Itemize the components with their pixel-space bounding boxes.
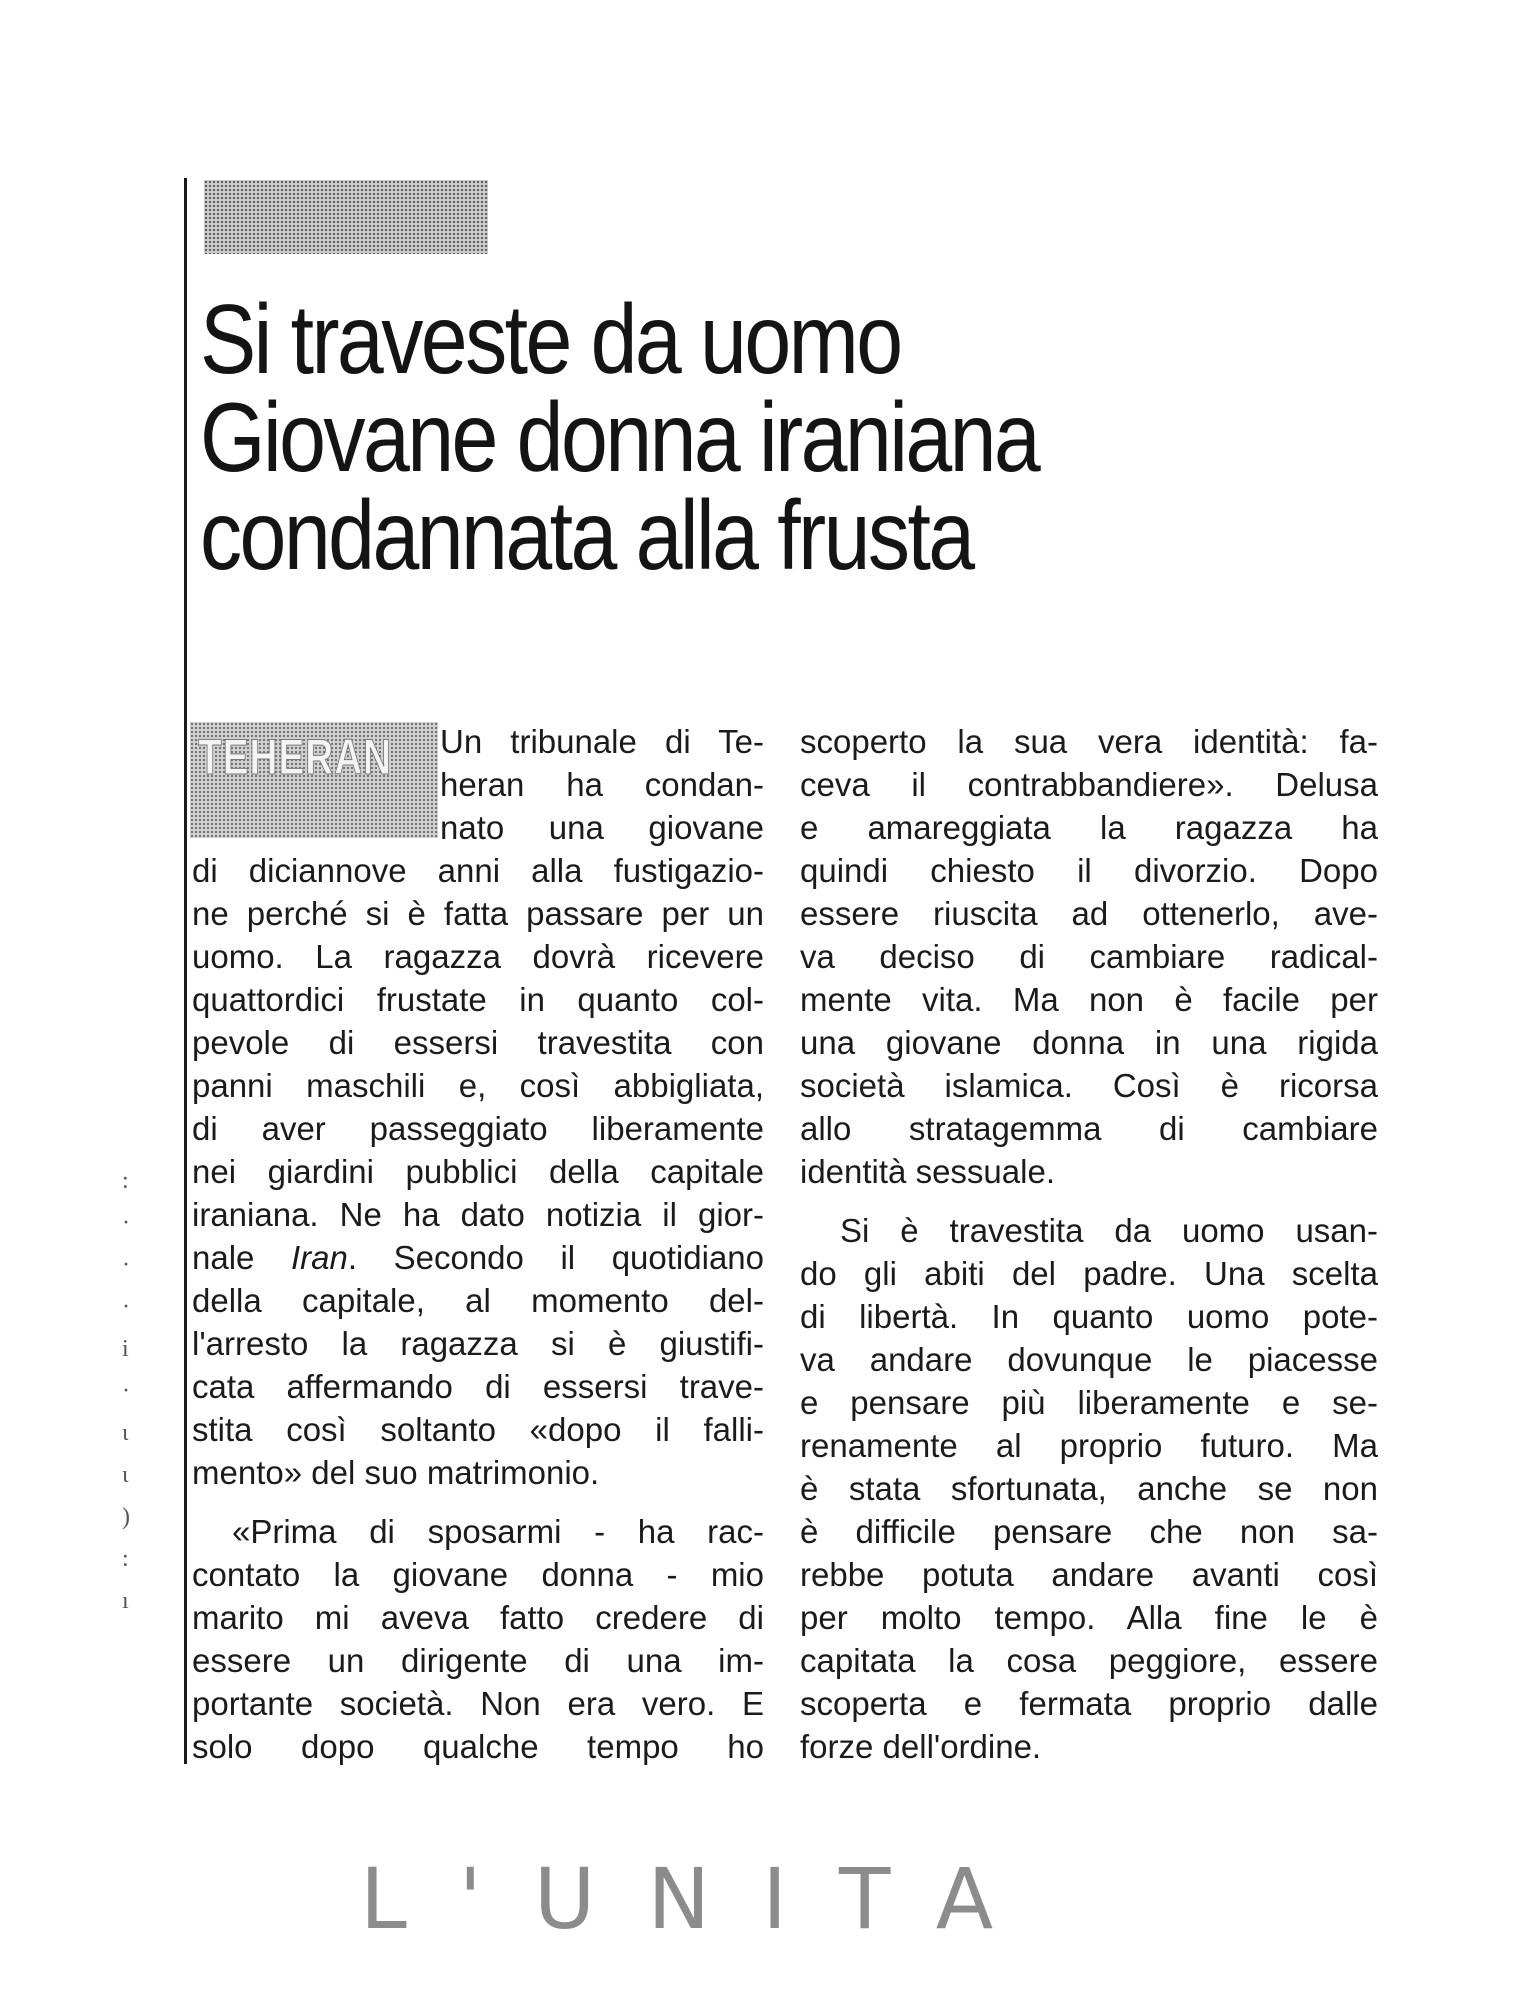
text-line: essere riuscita ad ottenerlo, ave- bbox=[800, 895, 1378, 932]
text-line: della capitale, al momento del- bbox=[192, 1282, 764, 1319]
text-line: nale Iran. Secondo il quotidiano bbox=[192, 1239, 765, 1276]
text-line: portante società. Non era vero. E bbox=[192, 1685, 764, 1722]
headline bbox=[200, 284, 1146, 590]
text-line: società islamica. Così è ricorsa bbox=[800, 1067, 1378, 1104]
text-line: nato una giovane bbox=[440, 809, 764, 846]
dateline: TEHERAN bbox=[198, 729, 392, 785]
text-line: heran ha condan- bbox=[440, 766, 764, 803]
headline-line-3: condannata alla frusta bbox=[200, 480, 973, 590]
headline-line-2: Giovane donna iraniana bbox=[200, 382, 1039, 492]
paragraph-2 bbox=[192, 1510, 764, 1768]
text-line: e amareggiata la ragazza ha bbox=[800, 809, 1378, 846]
text-line: renamente al proprio futuro. Ma bbox=[800, 1427, 1378, 1464]
article-column-2 bbox=[800, 720, 1378, 1768]
text-line: e pensare più liberamente e se- bbox=[800, 1384, 1378, 1421]
text-line: iraniana. Ne ha dato notizia il gior- bbox=[192, 1196, 764, 1233]
text-line: do gli abiti del padre. Una scelta bbox=[800, 1255, 1378, 1292]
text-line: scoperto la sua vera identità: fa- bbox=[800, 723, 1378, 760]
text-line: «Prima di sposarmi - ha rac- bbox=[232, 1513, 764, 1550]
text-line: mento» del suo matrimonio. bbox=[192, 1454, 600, 1491]
text-line: di libertà. In quanto uomo pote- bbox=[800, 1298, 1378, 1335]
text-line: panni maschili e, così abbigliata, bbox=[192, 1067, 764, 1104]
paragraph-3 bbox=[800, 720, 1378, 1193]
text-line: nei giardini pubblici della capitale bbox=[192, 1153, 764, 1190]
text-line: forze dell'ordine. bbox=[800, 1728, 1042, 1765]
text-line: contato la giovane donna - mio bbox=[192, 1556, 764, 1593]
headline-line-1: Si traveste da uomo bbox=[200, 284, 901, 394]
article-column-1 bbox=[192, 720, 764, 1768]
text-line: per molto tempo. Alla fine le è bbox=[800, 1599, 1378, 1636]
text-line: è difficile pensare che non sa- bbox=[800, 1513, 1378, 1550]
text-line: identità sessuale. bbox=[800, 1153, 1055, 1190]
text-line: essere un dirigente di una im- bbox=[192, 1642, 764, 1679]
paragraph-1 bbox=[192, 720, 764, 1494]
text-line: allo stratagemma di cambiare bbox=[800, 1110, 1378, 1147]
text-line: capitata la cosa peggiore, essere bbox=[800, 1642, 1378, 1679]
text-line: ceva il contrabbandiere». Delusa bbox=[800, 766, 1378, 803]
text-line: di aver passeggiato liberamente bbox=[192, 1110, 764, 1147]
text-line: l'arresto la ragazza si è giustifi- bbox=[192, 1325, 764, 1362]
text-line: scoperta e fermata proprio dalle bbox=[800, 1685, 1378, 1722]
text-line: cata affermando di essersi trave- bbox=[192, 1368, 764, 1405]
text-line: va deciso di cambiare radical- bbox=[800, 938, 1378, 975]
text-line: quattordici frustate in quanto col- bbox=[192, 981, 764, 1018]
text-line: una giovane donna in una rigida bbox=[800, 1024, 1378, 1061]
text-line: ne perché si è fatta passare per un bbox=[192, 895, 764, 932]
text-line: uomo. La ragazza dovrà ricevere bbox=[192, 938, 764, 975]
text-line: mente vita. Ma non è facile per bbox=[800, 981, 1378, 1018]
paragraph-4 bbox=[800, 1209, 1378, 1768]
text-line: di diciannove anni alla fustigazio- bbox=[192, 852, 764, 889]
scan-edge-marks: : · · · i · ι ι ) : ı bbox=[122, 1168, 130, 1614]
text-line: solo dopo qualche tempo ho bbox=[192, 1728, 764, 1765]
text-line: Un tribunale di Te- bbox=[440, 723, 764, 760]
halftone-kicker-bar bbox=[204, 180, 488, 254]
text-line: stita così soltanto «dopo il falli- bbox=[192, 1411, 764, 1448]
column-rule bbox=[184, 178, 187, 1764]
handwritten-source-note: L'UNITA bbox=[360, 1850, 1046, 1948]
text-line: è stata sfortunata, anche se non bbox=[800, 1470, 1378, 1507]
text-line: Si è travestita da uomo usan- bbox=[840, 1212, 1378, 1249]
text-line: rebbe potuta andare avanti così bbox=[800, 1556, 1378, 1593]
text-line: pevole di essersi travestita con bbox=[192, 1024, 764, 1061]
text-line: marito mi aveva fatto credere di bbox=[192, 1599, 764, 1636]
text-line: quindi chiesto il divorzio. Dopo bbox=[800, 852, 1378, 889]
text-line: va andare dovunque le piacesse bbox=[800, 1341, 1378, 1378]
